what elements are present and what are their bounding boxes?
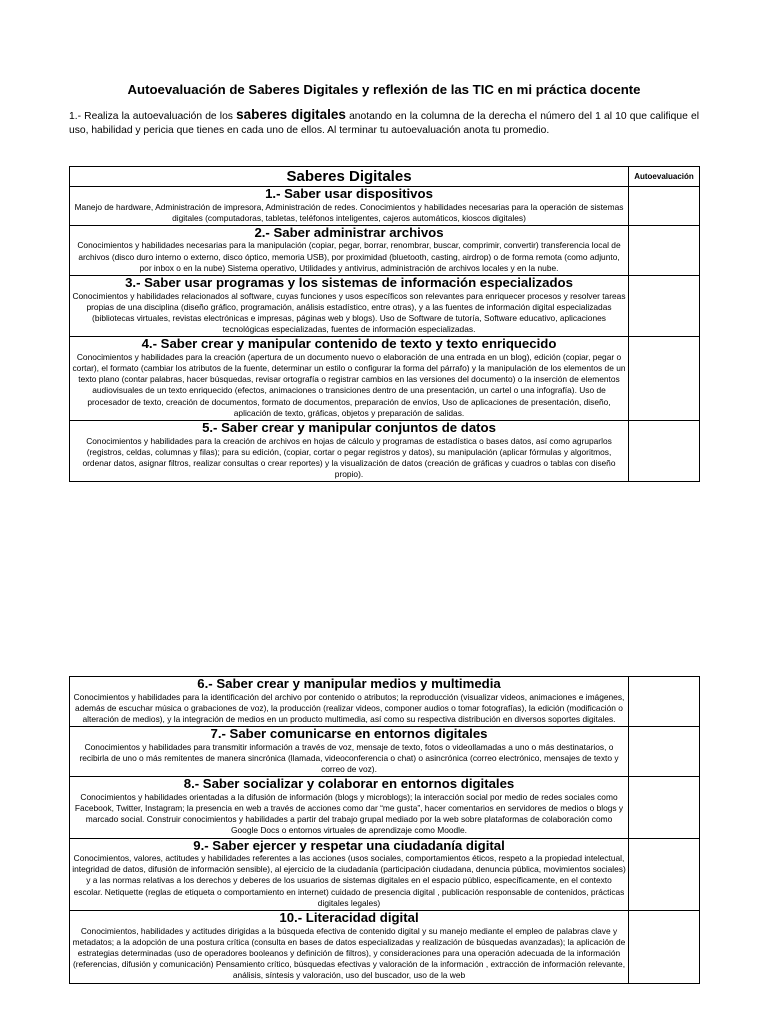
saber-cell — [70, 838, 629, 911]
score-cell[interactable] — [629, 337, 700, 421]
saberes-table-part-2 — [69, 676, 700, 984]
saber-cell — [70, 187, 629, 226]
saber-description: Conocimientos y habilidades para la creación (apertura de un documento nuevo o elaboración de una entrada en un blog), edición (copiar, pegar o cortar), el formato (cambiar los atributos de la fuente, determinar un estilo o configurar la forma del párrafo) y la manipulación de los elementos de un texto plano (contar palabras, hacer búsquedas, revisar ortografía o registrar cambios en las versiones del documento) o la inserción de elementos audiovisuales de un texto enriquecido (efectos, animaciones o transiciones dentro de una presentación, un cartel o una infografía). Uso de procesador de texto, creación de documentos, formato de documentos, preparación de envíos, Uso de aplicaciones de presentación, diseño, aplicación de texto, gráficas, objetos y preparación de salidas. — [72, 351, 626, 418]
saber-description: Conocimientos y habilidades para transmitir información a través de voz, mensaje de texto, fotos o videollamadas a uno o más destinatarios, o recibirla de uno o más remitentes de manera sincrónica (llamada, videoconferencia o chat) o asincrónica (correo electrónico, mensajes de texto y correo de voz). — [79, 741, 619, 775]
table-row — [70, 677, 700, 727]
table-row — [70, 225, 700, 275]
table-row — [70, 276, 700, 337]
score-cell[interactable] — [629, 727, 700, 777]
saber-description: Conocimientos y habilidades relacionados al software, cuyas funciones y usos específicos son relevantes para enriquecer procesos y resolver tareas propias de una disciplina (diseño gráfico, programación, análisis estadístico, entre otras), y a las fuentes de información digital especializadas (bibliotecas virtuales, revistas electrónicas e impresas, páginas web y blogs). Uso de Software de tutoría, Software educativo, aplicaciones tecnológicas especializadas, fuentes de información especializadas. — [72, 290, 626, 335]
saber-title: 1.- Saber usar dispositivos — [265, 186, 433, 201]
table-header-row — [70, 167, 700, 187]
saber-title: 7.- Saber comunicarse en entornos digitales — [210, 726, 488, 742]
saber-description: Conocimientos y habilidades para la identificación del archivo por contenido o atributos; la reproducción (visualizar videos, animaciones e imágenes, además de escuchar música o grabaciones de voz), la producción (realizar videos, componer audios o tomar fotografías), la edición (modificación o alteración de medios), y la integración de medios en un producto multimedia, así como su respectiva distribución en diversos soportes digitales. — [73, 691, 625, 724]
table-row — [70, 337, 700, 421]
header-autoevaluacion: Autoevaluación — [629, 167, 700, 187]
table-row — [70, 838, 700, 911]
saber-cell — [70, 677, 629, 727]
table-row — [70, 727, 700, 777]
score-cell[interactable] — [629, 677, 700, 727]
saber-title: 3.- Saber usar programas y los sistemas de información especializados — [125, 275, 573, 291]
table-row — [70, 777, 700, 838]
instructions-highlight: saberes digitales — [236, 107, 346, 122]
table-row — [70, 911, 700, 984]
saber-description: Conocimientos, valores, actitudes y habilidades referentes a las acciones (usos sociales, comportamientos éticos, respeto a la propiedad intelectual, integridad de datos, difusión de información sensible), al ejercicio de la ciudadanía (participación ciudadana, denuncia pública, movimientos sociales) y a las normas relativas a los derechos y deberes de los usuarios de sistemas digitales en el espacio público, específicamente, en el contexto escolar. Netiquette (reglas de etiqueta o comportamiento en internet) cuidado de presencia digital , publicación responsable de contenidos, prácticas digitales legales) — [72, 853, 626, 908]
saberes-table-part-1 — [69, 166, 700, 482]
saber-title: 10.- Literacidad digital — [279, 910, 419, 926]
saber-title: 2.- Saber administrar archivos — [254, 224, 444, 240]
table-row — [70, 421, 700, 482]
score-cell[interactable] — [629, 276, 700, 337]
saber-cell — [70, 777, 629, 838]
score-cell[interactable] — [629, 838, 700, 911]
saber-description: Conocimientos, habilidades y actitudes dirigidas a la búsqueda efectiva de contenido digital y su manejo mediante el empleo de palabras clave y metadatos; a la adopción de una postura crítica (consulta en bases de datos especializadas y realización de búsquedas avanzadas); la aplicación de estrategias determinadas (uso de operadores booleanos y definición de filtros), y consideraciones para una operación adecuada de la información (referencias, difusión y comunicación) Pensamiento crítico, búsquedas efectivas y valoración de la información , extracción de información relevante, análisis, síntesis y valoración, uso del buscador, uso de la web — [72, 925, 626, 981]
score-cell[interactable] — [629, 421, 700, 482]
score-cell[interactable] — [629, 187, 700, 226]
document-title: Autoevaluación de Saberes Digitales y reflexión de las TIC en mi práctica docente — [127, 82, 641, 97]
table-row — [70, 187, 700, 226]
saber-cell — [70, 421, 629, 482]
saber-title: 8.- Saber socializar y colaborar en entornos digitales — [183, 776, 515, 792]
saber-title: 5.- Saber crear y manipular conjuntos de datos — [202, 420, 496, 436]
header-saberes-digitales: Saberes Digitales — [70, 167, 629, 187]
saber-cell — [70, 727, 629, 777]
saber-title: 9.- Saber ejercer y respetar una ciudadanía digital — [193, 837, 505, 853]
score-cell[interactable] — [629, 777, 700, 838]
instructions-text-after: anotando en la columna de la derecha el número del 1 al 10 que califique el uso, habilidad y pericia que tienes en cada uno de ellos. Al terminar tu autoevaluación anota tu promedio. — [69, 111, 699, 136]
saber-description: Manejo de hardware, Administración de impresora, Administración de redes. Conocimientos y habilidades necesarias para la operación de sistemas digitales (computadoras, tabletas, teléfonos inteligentes, cajeros automáticos, kioscos digitales) — [74, 201, 624, 223]
saber-description: Conocimientos y habilidades orientadas a la difusión de información (blogs y microblogs); la interacción social por medio de redes sociales como Facebook, Twitter, Instagram; la presencia en web a través de acciones como dar “me gusta”, hacer comentarios en servidores de medios o blogs y marcado social. Construir conocimientos y habilidades a partir del trabajo grupal mediado por la web sobre plataformas de colaboración como Google Docs o entornos virtuales de aprendizaje como Moodle. — [74, 791, 624, 836]
saber-description: Conocimientos y habilidades para la creación de archivos en hojas de cálculo y programas de estadística o bases datos, así como agruparlos (registros, celdas, columnas y filas); para su edición, (copiar, cortar o pegar registros y datos), su manipulación (aplicar fórmulas y algoritmos, ordenar datos, asignar filtros, realizar consultas o crear reportes) y la visualización de datos (creación de gráficas y cuadros o tablas con diseño propio). — [82, 435, 616, 480]
saber-cell — [70, 276, 629, 337]
score-cell[interactable] — [629, 225, 700, 275]
saber-cell — [70, 911, 629, 984]
saber-title: 6.- Saber crear y manipular medios y multimedia — [197, 676, 501, 691]
saber-title: 4.- Saber crear y manipular contenido de texto y texto enriquecido — [141, 336, 557, 352]
saber-cell — [70, 337, 629, 421]
saber-description: Conocimientos y habilidades necesarias para la manipulación (copiar, pegar, borrar, renombrar, buscar, comprimir, convertir) transferencia local de archivos (disco duro interno o externo, disco óptico, memoria USB), por proximidad (bluetooth, casting, airdrop) o de forma remota (como adjunto, por inbox o en la nube) Sistema operativo, Utilidades y antivirus, administración de archivos locales y en la nube. — [77, 240, 621, 273]
score-cell[interactable] — [629, 911, 700, 984]
saber-cell — [70, 225, 629, 275]
instructions-text-before: 1.- Realiza la autoevaluación de los — [69, 111, 237, 122]
instructions-paragraph — [69, 108, 699, 137]
